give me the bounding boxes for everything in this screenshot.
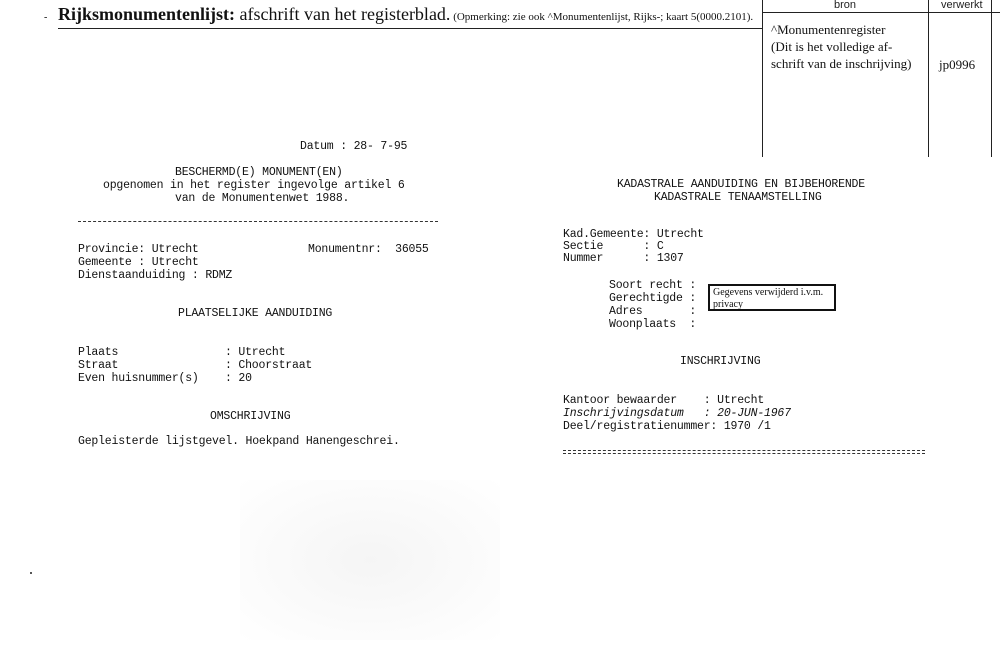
header-underline xyxy=(58,28,763,29)
document-title xyxy=(58,4,753,25)
plaats-label: Plaats xyxy=(78,346,119,359)
separator-double-dashes xyxy=(563,450,925,454)
column-header-bron: bron xyxy=(834,0,857,11)
heading-line: opgenomen in het register ingevolge artikel 6 xyxy=(103,179,405,192)
huisnummer-value: : 20 xyxy=(225,372,252,385)
kadastrale-subheading: KADASTRALE TENAAMSTELLING xyxy=(654,191,822,204)
sectie-field: Sectie : C xyxy=(563,240,664,253)
margin-mark: - xyxy=(44,12,48,23)
straat-value: : Choorstraat xyxy=(225,359,313,372)
source-line: schrift van de inschrijving) xyxy=(771,56,912,71)
kadastrale-heading: KADASTRALE AANDUIDING EN BIJBEHORENDE xyxy=(617,178,865,191)
provincie-field: Provincie: Utrecht xyxy=(78,243,199,256)
huisnummer-label: Even huisnummer(s) xyxy=(78,372,199,385)
section-heading-plaatselijke: PLAATSELIJKE AANDUIDING xyxy=(178,307,333,320)
gerechtigde-label: Gerechtigde : xyxy=(609,292,697,305)
section-heading-inschrijving: INSCHRIJVING xyxy=(680,355,761,368)
inschrijvingsdatum-field: Inschrijvingsdatum : 20-JUN-1967 xyxy=(563,407,791,420)
separator-dashes xyxy=(78,221,438,222)
section-heading-omschrijving: OMSCHRIJVING xyxy=(210,410,291,423)
deel-field: Deel/registratienummer: 1970 /1 xyxy=(563,420,771,433)
kantoor-field: Kantoor bewaarder : Utrecht xyxy=(563,394,765,407)
title-rest: afschrift van het registerblad. xyxy=(235,4,451,24)
adres-label: Adres : xyxy=(609,305,697,318)
plaats-value: : Utrecht xyxy=(225,346,286,359)
table-header-rule xyxy=(762,12,1000,13)
dienstaanduiding-field: Dienstaanduiding : RDMZ xyxy=(78,269,233,282)
gemeente-field: Gemeente : Utrecht xyxy=(78,256,199,269)
soort-recht-label: Soort recht : xyxy=(609,279,697,292)
scan-smudge xyxy=(240,480,500,640)
meta-table xyxy=(762,0,1000,157)
processed-code: jp0996 xyxy=(939,57,976,72)
monumentnr-field: Monumentnr: 36055 xyxy=(308,243,429,256)
column-header-verwerkt: verwerkt xyxy=(941,0,983,11)
omschrijving-text: Gepleisterde lijstgevel. Hoekpand Hanengeschrei. xyxy=(78,435,400,448)
kad-gemeente-field: Kad.Gemeente: Utrecht xyxy=(563,228,704,241)
privacy-redaction-box: Gegevens verwijderd i.v.m. privacy xyxy=(708,284,836,311)
table-border-left xyxy=(762,0,763,157)
document-date: Datum : 28- 7-95 xyxy=(300,140,408,153)
table-border-right xyxy=(991,0,992,157)
source-line: (Dit is het volledige af- xyxy=(771,39,893,54)
heading-line: van de Monumentenwet 1988. xyxy=(175,192,350,205)
source-line: ^Monumentenregister xyxy=(771,22,886,37)
scan-speck xyxy=(30,572,32,574)
nummer-field: Nummer : 1307 xyxy=(563,252,684,265)
woonplaats-label: Woonplaats : xyxy=(609,318,697,331)
title-note: (Opmerking: zie ook ^Monumentenlijst, Rijks-; kaart 5(0000.2101). xyxy=(450,11,754,23)
heading-line: BESCHERMD(E) MONUMENT(EN) xyxy=(175,166,343,179)
title-bold: Rijksmonumentenlijst: xyxy=(58,4,236,24)
table-border-middle xyxy=(928,0,929,157)
straat-label: Straat xyxy=(78,359,119,372)
